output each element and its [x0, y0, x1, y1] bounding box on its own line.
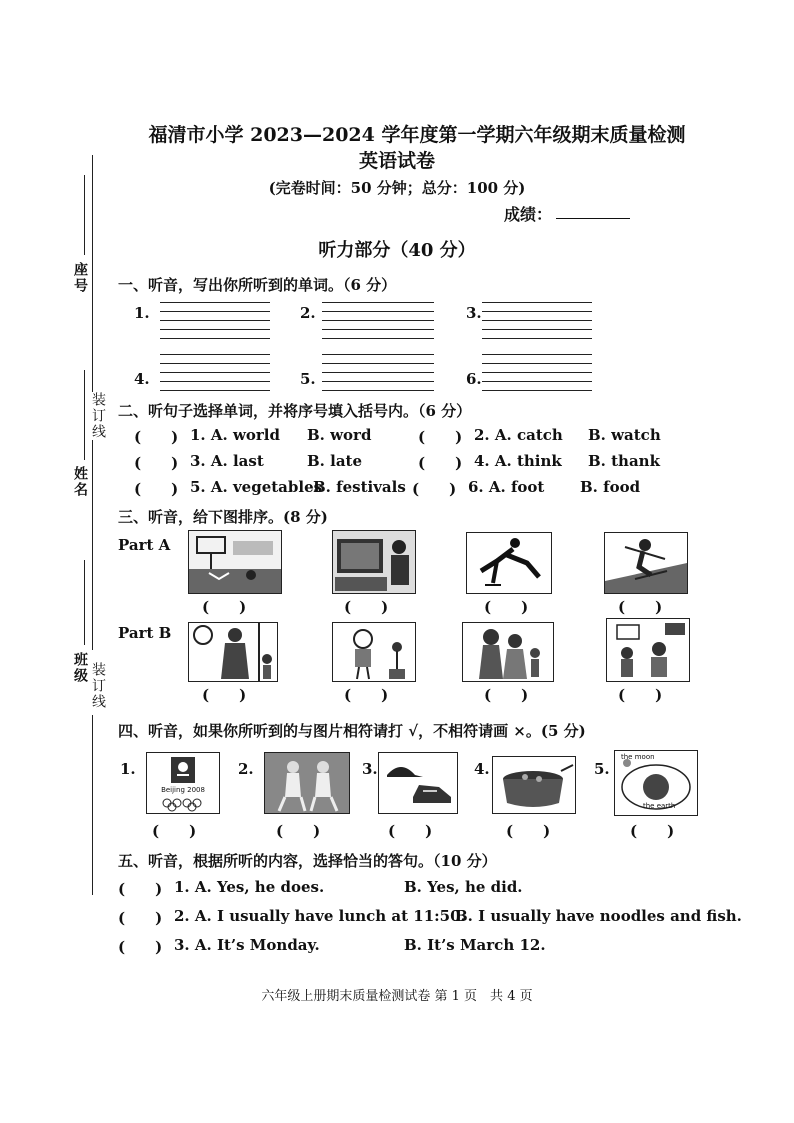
- s2-option-1a: 1. A. world: [190, 426, 280, 444]
- section3-title: 三、听音，给下图排序。(8 分): [118, 508, 328, 526]
- picture-basketball-court: [188, 530, 282, 594]
- s1-number-3: 3.: [466, 304, 482, 322]
- s1-answer-lines-5[interactable]: [322, 354, 434, 392]
- picture-skating: [466, 532, 552, 594]
- s5-answer-2[interactable]: ( ): [118, 909, 163, 927]
- earth-label: the earth: [643, 802, 676, 810]
- part-a-label: Part A: [118, 536, 171, 554]
- section5-title: 五、听音，根据所听的内容，选择恰当的答句。（10 分）: [118, 852, 497, 870]
- s2-option-6b: B. food: [580, 478, 641, 496]
- s3-part-a-answer-4[interactable]: ( ): [618, 598, 663, 616]
- binding-line-label-1: 装订线: [90, 392, 106, 440]
- section2-title: 二、听句子选择单词，并将序号填入括号内。（6 分）: [118, 402, 472, 420]
- s2-option-1b: B. word: [307, 426, 372, 444]
- name-label: 姓名: [72, 466, 88, 498]
- s2-option-2b: B. watch: [588, 426, 661, 444]
- picture-moon-and-earth: [614, 750, 698, 816]
- score-label: 成绩：: [504, 205, 553, 224]
- s2-answer-2[interactable]: ( ): [418, 428, 463, 446]
- picture-boy-with-plant: [332, 622, 416, 682]
- s4-answer-3[interactable]: ( ): [388, 822, 433, 840]
- page-footer: 六年级上册期末质量检测试卷 第 1 页 共 4 页: [261, 989, 533, 1004]
- s1-number-4: 4.: [134, 370, 150, 388]
- s3-part-b-answer-4[interactable]: ( ): [618, 686, 663, 704]
- s5-answer-3[interactable]: ( ): [118, 938, 163, 956]
- s5-option-1a: 1. A. Yes, he does.: [174, 878, 325, 896]
- s1-answer-lines-6[interactable]: [482, 354, 592, 392]
- picture-watching-tv: [332, 530, 416, 594]
- score-blank[interactable]: [556, 218, 630, 219]
- s4-answer-2[interactable]: ( ): [276, 822, 321, 840]
- s2-option-4b: B. thank: [588, 452, 660, 470]
- s4-number-2: 2.: [238, 760, 254, 778]
- exam-subtitle: 英语试卷: [358, 150, 435, 172]
- picture-olympic-logo: [146, 752, 220, 814]
- s2-answer-1[interactable]: ( ): [134, 428, 179, 446]
- s2-option-5b: B. festivals: [313, 478, 406, 496]
- class-blank-line: [84, 560, 85, 645]
- s4-number-4: 4.: [474, 760, 490, 778]
- s2-answer-5[interactable]: ( ): [134, 480, 179, 498]
- s4-answer-5[interactable]: ( ): [630, 822, 675, 840]
- s2-option-2a: 2. A. catch: [474, 426, 563, 444]
- s1-number-1: 1.: [134, 304, 150, 322]
- binding-line-label-2: 装订线: [90, 662, 106, 710]
- class-label: 班级: [72, 652, 88, 684]
- margin-line-bottom: [92, 715, 93, 895]
- exam-title: 福清市小学 2023—2024 学年度第一学期六年级期末质量检测: [148, 124, 686, 146]
- s2-option-3a: 3. A. last: [190, 452, 264, 470]
- olympic-logo-text: Beijing 2008: [161, 786, 205, 794]
- s2-answer-6[interactable]: ( ): [412, 480, 457, 498]
- s2-option-3b: B. late: [307, 452, 363, 470]
- s3-part-a-answer-3[interactable]: ( ): [484, 598, 529, 616]
- s1-answer-lines-2[interactable]: [322, 302, 434, 340]
- picture-cap-and-shoe: [378, 752, 458, 814]
- listening-heading: 听力部分（40 分）: [318, 240, 476, 261]
- picture-tai-chi: [264, 752, 350, 814]
- s4-answer-1[interactable]: ( ): [152, 822, 197, 840]
- s5-option-1b: B. Yes, he did.: [404, 878, 523, 896]
- s3-part-b-answer-3[interactable]: ( ): [484, 686, 529, 704]
- s1-answer-lines-3[interactable]: [482, 302, 592, 340]
- s4-number-3: 3.: [362, 760, 378, 778]
- margin-line-mid: [92, 440, 93, 650]
- picture-family-group: [462, 622, 554, 682]
- s5-option-2a: 2. A. I usually have lunch at 11:50.: [174, 907, 466, 925]
- exam-time-info: (完卷时间：50 分钟；总分：100 分): [268, 179, 526, 197]
- s5-option-2b: B. I usually have noodles and fish.: [455, 907, 742, 925]
- picture-skiing: [604, 532, 688, 594]
- picture-hot-pot: [492, 756, 576, 814]
- s4-number-5: 5.: [594, 760, 610, 778]
- s3-part-a-answer-1[interactable]: ( ): [202, 598, 247, 616]
- s4-answer-4[interactable]: ( ): [506, 822, 551, 840]
- s1-number-5: 5.: [300, 370, 316, 388]
- s3-part-b-answer-2[interactable]: ( ): [344, 686, 389, 704]
- s4-number-1: 1.: [120, 760, 136, 778]
- s3-part-b-answer-1[interactable]: ( ): [202, 686, 247, 704]
- section1-title: 一、听音，写出你所听到的单词。（6 分）: [118, 276, 397, 294]
- s2-option-6a: 6. A. foot: [468, 478, 545, 496]
- s5-option-3a: 3. A. It’s Monday.: [174, 936, 320, 954]
- s1-answer-lines-4[interactable]: [160, 354, 270, 392]
- name-blank-line: [84, 370, 85, 460]
- s3-part-a-answer-2[interactable]: ( ): [344, 598, 389, 616]
- s5-answer-1[interactable]: ( ): [118, 880, 163, 898]
- s1-number-2: 2.: [300, 304, 316, 322]
- picture-calendar-scene: [606, 618, 690, 682]
- part-b-label: Part B: [118, 624, 172, 642]
- seat-label: 座号: [72, 262, 88, 294]
- s2-option-5a: 5. A. vegetables: [190, 478, 323, 496]
- s5-option-3b: B. It’s March 12.: [404, 936, 546, 954]
- section4-title: 四、听音，如果你所听到的与图片相符请打 √，不相符请画 ×。(5 分): [118, 722, 586, 740]
- s1-answer-lines-1[interactable]: [160, 302, 270, 340]
- s1-number-6: 6.: [466, 370, 482, 388]
- picture-grandma-and-child: [188, 622, 278, 682]
- s2-answer-4[interactable]: ( ): [418, 454, 463, 472]
- s2-answer-3[interactable]: ( ): [134, 454, 179, 472]
- moon-label: the moon: [621, 753, 655, 761]
- s2-option-4a: 4. A. think: [474, 452, 562, 470]
